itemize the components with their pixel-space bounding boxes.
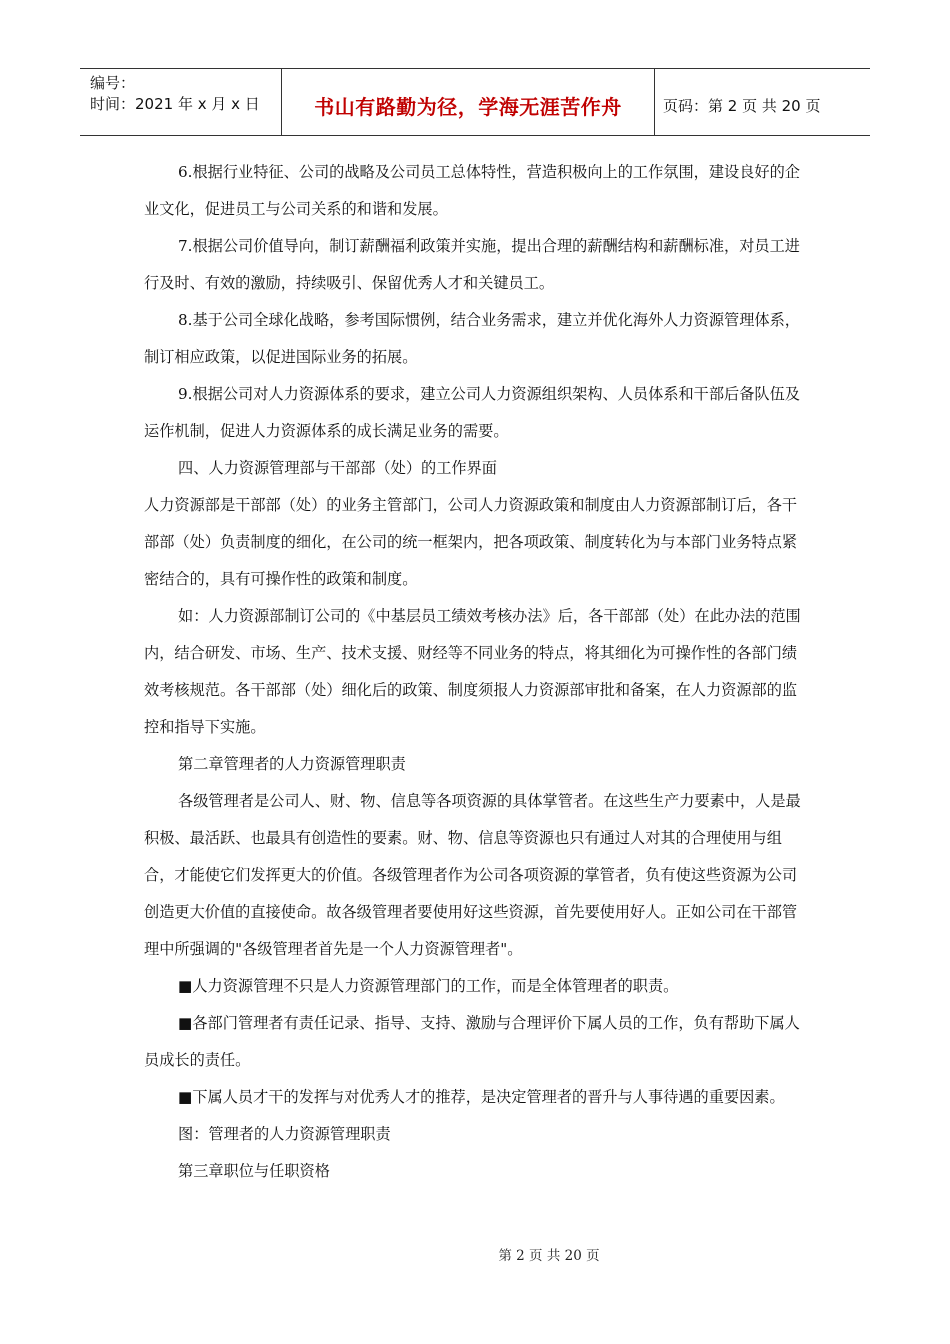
paragraph-item-8: 8.基于公司全球化战略，参考国际惯例，结合业务需求，建立并优化海外人力资源管理体系，制订相应政策，以促进国际业务的拓展。 <box>144 311 800 366</box>
bullet-item: ■各部门管理者有责任记录、指导、支持、激励与合理评价下属人员的工作，负有帮助下属人员成长的责任。 <box>144 1014 800 1069</box>
document-date: 时间：2021 年 x 月 x 日 <box>90 95 260 113</box>
figure-caption: 图：管理者的人力资源管理职责 <box>178 1125 391 1143</box>
bullet-item: ■人力资源管理不只是人力资源管理部门的工作，而是全体管理者的职责。 <box>178 977 679 995</box>
bullet-item: ■下属人员才干的发挥与对优秀人才的推荐，是决定管理者的晋升与人事待遇的重要因素。 <box>178 1088 785 1106</box>
header-motto: 书山有路勤为径，学海无涯苦作舟 <box>282 69 655 135</box>
paragraph-item-7: 7.根据公司价值导向，制订薪酬福利政策并实施，提出合理的薪酬结构和薪酬标准，对员工进行及时、有效的激励，持续吸引、保留优秀人才和关键员工。 <box>144 237 800 292</box>
page-header <box>80 68 870 136</box>
document-number-label: 编号： <box>90 74 136 92</box>
chapter-two-heading: 第二章管理者的人力资源管理职责 <box>178 755 406 773</box>
paragraph-item-9: 9.根据公司对人力资源体系的要求，建立公司人力资源组织架构、人员体系和干部后备队伍及运作机制，促进人力资源体系的成长满足业务的需要。 <box>144 385 800 440</box>
paragraph-example: 如：人力资源部制订公司的《中基层员工绩效考核办法》后，各干部部（处）在此办法的范围内，结合研发、市场、生产、技术支援、财经等不同业务的特点，将其细化为可操作性的各部门绩效考核规范。各干部部（处）细化后的政策、制度须报人力资源部审批和备案，在人力资源部的监控和指导下实施。 <box>144 607 801 736</box>
paragraph-managers: 各级管理者是公司人、财、物、信息等各项资源的具体掌管者。在这些生产力要素中，人是最积极、最活跃、也最具有创造性的要素。财、物、信息等资源也只有通过人对其的合理使用与组合，才能使它们发挥更大的价值。各级管理者作为公司各项资源的掌管者，负有使这些资源为公司创造更大价值的直接使命。故各级管理者要使用好这些资源，首先要使用好人。正如公司在干部管理中所强调的"各级管理者首先是一个人力资源管理者"。 <box>144 792 801 958</box>
page-footer: 第 2 页 共 20 页 <box>498 1248 600 1264</box>
section-heading-interface: 四、人力资源管理部与干部部（处）的工作界面 <box>178 459 497 477</box>
paragraph-interface-body: 人力资源部是干部部（处）的业务主管部门，公司人力资源政策和制度由人力资源部制订后，各干部部（处）负责制度的细化，在公司的统一框架内，把各项政策、制度转化为与本部门业务特点紧密结合的，具有可操作性的政策和制度。 <box>144 496 798 588</box>
header-meta <box>80 69 282 135</box>
paragraph-item-6: 6.根据行业特征、公司的战略及公司员工总体特性，营造积极向上的工作氛围，建设良好的企业文化，促进员工与公司关系的和谐和发展。 <box>144 163 800 218</box>
chapter-three-heading: 第三章职位与任职资格 <box>178 1162 330 1180</box>
header-page-info: 页码：第 2 页 共 20 页 <box>663 96 821 115</box>
document-body <box>144 154 804 1190</box>
